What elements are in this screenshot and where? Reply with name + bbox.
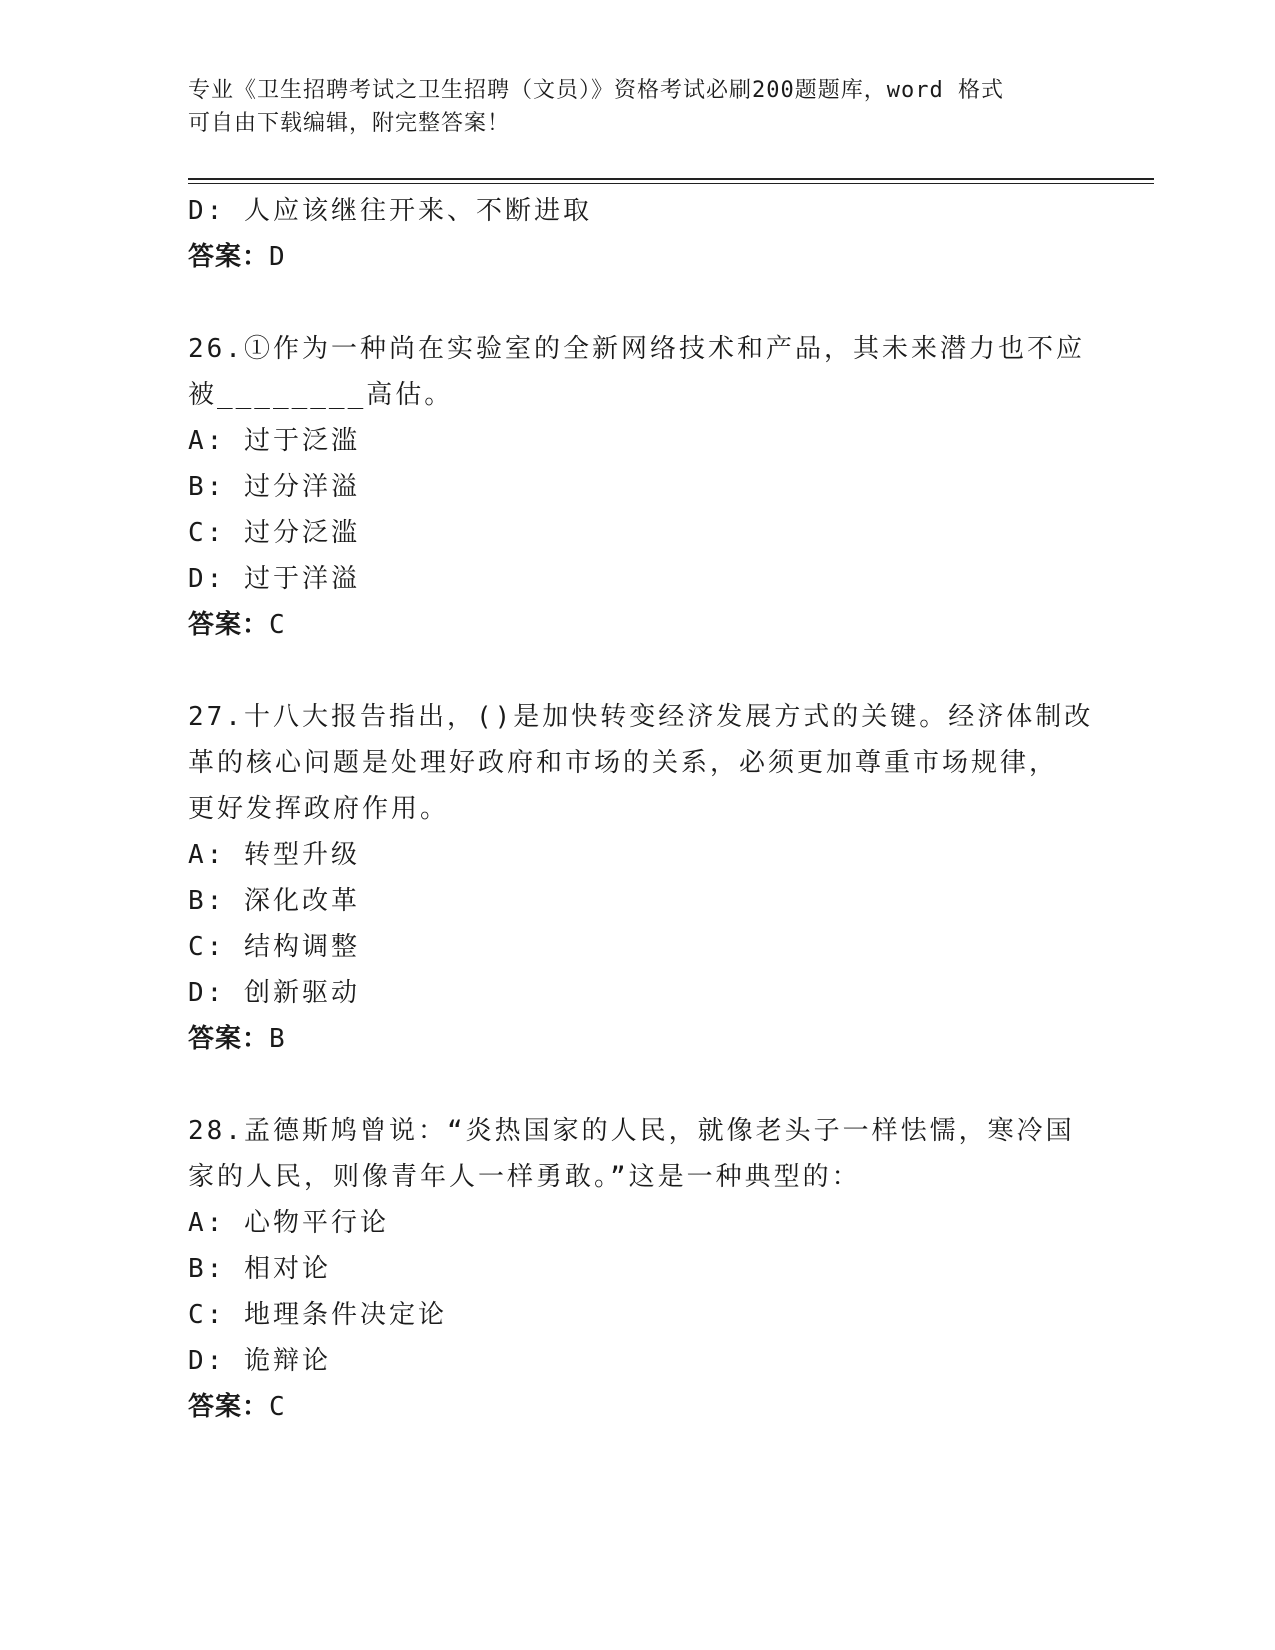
answer-value: B <box>269 1024 288 1054</box>
question-stem-line: 26.①作为一种尚在实验室的全新网络技术和产品，其未来潜力也不应 <box>188 334 1085 364</box>
answer-row <box>188 234 1088 280</box>
option-b: B: 相对论 <box>188 1254 331 1284</box>
option-a: A: 过于泛滥 <box>188 426 360 456</box>
option-b: B: 深化改革 <box>188 886 360 916</box>
answer-label: 答案： <box>188 1392 270 1422</box>
option-a: A: 心物平行论 <box>188 1208 389 1238</box>
option-c: C: 地理条件决定论 <box>188 1300 447 1330</box>
header-line-1: 专业《卫生招聘考试之卫生招聘（文员）》资格考试必刷200题题库，word 格式 <box>188 78 1004 103</box>
header-rule-thick <box>188 178 1154 180</box>
page-header <box>188 74 1068 140</box>
option-d: D: 人应该继往开来、不断进取 <box>188 196 592 226</box>
answer-row <box>188 1384 1088 1430</box>
question-stem-line: 被________高估。 <box>188 380 454 410</box>
header-line-2: 可自由下载编辑，附完整答案！ <box>188 111 511 136</box>
question-28 <box>188 1108 1088 1430</box>
question-stem-line: 27.十八大报告指出，()是加快转变经济发展方式的关键。经济体制改 <box>188 702 1094 732</box>
question-25-tail <box>188 188 1088 280</box>
answer-row <box>188 1016 1088 1062</box>
answer-value: D <box>269 242 288 272</box>
answer-label: 答案： <box>188 1024 270 1054</box>
answer-row <box>188 602 1088 648</box>
question-stem-line: 更好发挥政府作用。 <box>188 794 450 824</box>
question-stem-line: 28.孟德斯鸠曾说：“炎热国家的人民，就像老头子一样怯懦，寒冷国 <box>188 1116 1075 1146</box>
answer-label: 答案： <box>188 242 270 272</box>
question-list <box>188 188 1094 1430</box>
question-stem-line: 家的人民，则像青年人一样勇敢。”这是一种典型的： <box>188 1162 861 1192</box>
answer-label: 答案： <box>188 610 270 640</box>
option-c: C: 结构调整 <box>188 932 360 962</box>
option-c: C: 过分泛滥 <box>188 518 360 548</box>
header-rule-thin <box>188 183 1154 184</box>
option-b: B: 过分洋溢 <box>188 472 360 502</box>
option-d: D: 创新驱动 <box>188 978 360 1008</box>
option-a: A: 转型升级 <box>188 840 360 870</box>
option-d: D: 诡辩论 <box>188 1346 331 1376</box>
option-d: D: 过于洋溢 <box>188 564 360 594</box>
question-26 <box>188 326 1088 648</box>
answer-value: C <box>269 610 288 640</box>
question-27 <box>188 694 1094 1062</box>
answer-value: C <box>269 1392 288 1422</box>
question-stem-line: 革的核心问题是处理好政府和市场的关系，必须更加尊重市场规律， <box>188 748 1059 778</box>
